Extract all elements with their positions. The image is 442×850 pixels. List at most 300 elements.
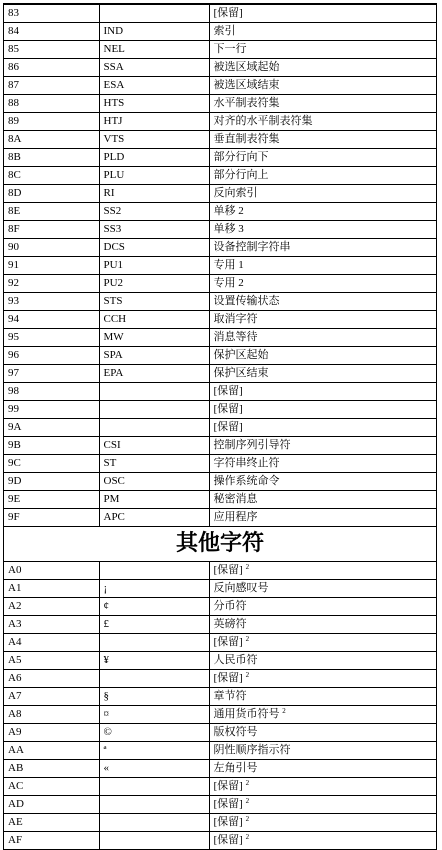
abbr-text: RI [103,187,115,199]
desc-text: 下一行 [213,43,247,55]
desc-cell [209,131,436,149]
code-text: AD [8,798,24,810]
table-row [4,401,436,419]
desc-text: [保留] [213,564,243,576]
desc-cell [209,634,436,652]
desc-cell [209,347,436,365]
desc-text: 版权符号 [213,726,258,738]
abbr-text: SPA [103,349,123,361]
code-cell [4,275,99,293]
abbr-text: IND [103,25,124,37]
code-cell [4,724,99,742]
desc-cell [209,437,436,455]
code-cell [4,95,99,113]
table-row [4,814,436,832]
desc-cell [209,580,436,598]
code-cell [4,455,99,473]
code-cell [4,347,99,365]
footnote-marker: 2 [245,563,250,571]
abbr-text: £ [103,618,109,630]
desc-cell [209,598,436,616]
code-cell [4,580,99,598]
table-row [4,239,436,257]
code-text: 8C [8,169,21,181]
desc-cell [209,113,436,131]
desc-text: 水平制表符集 [213,97,280,109]
desc-text: 对齐的水平制表符集 [213,115,313,127]
table-row [4,203,436,221]
code-text: 90 [8,241,19,253]
desc-cell [209,724,436,742]
code-cell [4,257,99,275]
abbr-cell [99,275,209,293]
code-text: A2 [8,600,22,612]
code-text: 8B [8,151,21,163]
code-cell [4,688,99,706]
code-cell [4,293,99,311]
code-cell [4,5,99,23]
desc-text: [保留] [213,7,243,19]
abbr-text: MW [103,331,124,343]
abbr-text: PU2 [103,277,124,289]
desc-cell [209,778,436,796]
desc-text: 保护区起始 [213,349,269,361]
abbr-cell [99,221,209,239]
abbr-cell [99,365,209,383]
abbr-text: ª [103,744,107,756]
abbr-text: EPA [103,367,124,379]
code-text: 89 [8,115,19,127]
code-cell [4,401,99,419]
abbr-text: ¥ [103,654,109,666]
footnote-marker: 2 [245,815,250,823]
code-text: 91 [8,259,19,271]
desc-cell [209,221,436,239]
abbr-cell [99,311,209,329]
desc-text: 垂直制表符集 [213,133,280,145]
code-text: 94 [8,313,19,325]
desc-text: 单移 2 [213,205,244,217]
table-row [4,437,436,455]
abbr-cell [99,473,209,491]
code-text: AC [8,780,24,792]
code-cell [4,365,99,383]
desc-cell [209,742,436,760]
abbr-cell [99,580,209,598]
abbr-text: SS3 [103,223,122,235]
abbr-cell [99,167,209,185]
desc-text: 英磅符 [213,618,247,630]
code-cell [4,311,99,329]
code-cell [4,221,99,239]
abbr-text: CCH [103,313,127,325]
abbr-cell [99,329,209,347]
code-cell [4,670,99,688]
code-text: 95 [8,331,19,343]
desc-text: 应用程序 [213,511,258,523]
code-text: 92 [8,277,19,289]
desc-cell [209,257,436,275]
abbr-text: SSA [103,61,124,73]
code-cell [4,437,99,455]
abbr-cell [99,760,209,778]
code-text: 8F [8,223,20,235]
code-cell [4,185,99,203]
abbr-text: PLD [103,151,125,163]
desc-cell [209,419,436,437]
code-text: 8E [8,205,21,217]
table-row [4,455,436,473]
desc-cell [209,509,436,527]
code-text: 87 [8,79,19,91]
code-text: 9E [8,493,21,505]
abbr-cell [99,437,209,455]
code-cell [4,742,99,760]
desc-text: 专用 1 [213,259,244,271]
table-row [4,23,436,41]
abbr-cell [99,814,209,832]
desc-text: [保留] [213,403,243,415]
abbr-cell [99,257,209,275]
abbr-text: ¤ [103,708,109,720]
desc-cell [209,652,436,670]
abbr-cell [99,149,209,167]
code-text: 8D [8,187,22,199]
code-cell [4,598,99,616]
table-row [4,59,436,77]
code-text: AE [8,816,23,828]
abbr-text: ¡ [103,582,108,594]
other-chars-body [4,562,436,850]
abbr-text: STS [103,295,123,307]
desc-text: [保留] [213,780,243,792]
code-text: A6 [8,672,22,684]
desc-text: 部分行向下 [213,151,269,163]
desc-cell [209,77,436,95]
abbr-cell [99,419,209,437]
table-row [4,257,436,275]
code-cell [4,113,99,131]
desc-text: 索引 [213,25,236,37]
code-text: A9 [8,726,22,738]
table-row [4,473,436,491]
abbr-text: ESA [103,79,125,91]
desc-text: [保留] [213,816,243,828]
abbr-text: « [103,762,109,774]
desc-cell [209,275,436,293]
desc-text: 部分行向上 [213,169,269,181]
table-row [4,329,436,347]
desc-cell [209,491,436,509]
table-row [4,5,436,23]
desc-cell [209,455,436,473]
abbr-cell [99,401,209,419]
section-header-row [4,527,436,562]
desc-text: 被选区域结束 [213,79,280,91]
desc-cell [209,293,436,311]
desc-cell [209,185,436,203]
desc-cell [209,167,436,185]
table-row [4,670,436,688]
abbr-cell [99,652,209,670]
abbr-cell [99,724,209,742]
desc-cell [209,383,436,401]
desc-text: [保留] [213,672,243,684]
table-row [4,131,436,149]
desc-text: 左角引号 [213,762,258,774]
desc-cell [209,239,436,257]
abbr-text: CSI [103,439,121,451]
table-row [4,778,436,796]
code-text: 85 [8,43,19,55]
abbr-cell [99,347,209,365]
abbr-text: ST [103,457,117,469]
table-row [4,41,436,59]
code-text: 9D [8,475,22,487]
code-text: A8 [8,708,22,720]
code-text: 97 [8,367,19,379]
code-cell [4,77,99,95]
table-row [4,580,436,598]
abbr-text: HTJ [103,115,123,127]
abbr-cell [99,796,209,814]
code-text: A0 [8,564,22,576]
desc-cell [209,688,436,706]
table-row [4,95,436,113]
desc-cell [209,329,436,347]
section-title: 其他字符 [4,527,436,562]
code-table [4,4,436,850]
desc-cell [209,311,436,329]
code-text: AB [8,762,24,774]
footnote-marker: 2 [245,833,250,841]
table-row [4,185,436,203]
footnote-marker: 2 [245,635,250,643]
desc-cell [209,95,436,113]
code-cell [4,832,99,850]
table-row [4,293,436,311]
table-row [4,347,436,365]
table-row [4,634,436,652]
code-cell [4,149,99,167]
desc-cell [209,562,436,580]
code-text: AF [8,834,23,846]
code-text: A4 [8,636,22,648]
abbr-cell [99,95,209,113]
table-row [4,419,436,437]
code-cell [4,41,99,59]
code-text: A3 [8,618,22,630]
desc-cell [209,796,436,814]
code-text: 88 [8,97,19,109]
table-row [4,832,436,850]
table-row [4,149,436,167]
code-cell [4,562,99,580]
abbr-cell [99,634,209,652]
abbr-text: HTS [103,97,125,109]
table-row [4,113,436,131]
abbr-text: VTS [103,133,125,145]
code-text: AA [8,744,24,756]
abbr-cell [99,185,209,203]
desc-cell [209,203,436,221]
table-row [4,706,436,724]
code-cell [4,634,99,652]
abbr-cell [99,131,209,149]
code-text: A1 [8,582,22,594]
code-cell [4,239,99,257]
abbr-cell [99,742,209,760]
abbr-cell [99,670,209,688]
table-row [4,167,436,185]
footnote-marker: 2 [245,779,250,787]
control-chars-body [4,5,436,527]
abbr-cell [99,616,209,634]
abbr-text: NEL [103,43,125,55]
code-text: 84 [8,25,19,37]
code-text: A7 [8,690,22,702]
desc-text: [保留] [213,834,243,846]
abbr-cell [99,77,209,95]
code-text: A5 [8,654,22,666]
abbr-cell [99,778,209,796]
table-row [4,760,436,778]
table-row [4,616,436,634]
table-row [4,77,436,95]
code-text: 83 [8,7,19,19]
desc-text: 被选区域起始 [213,61,280,73]
code-text: 98 [8,385,19,397]
abbr-cell [99,293,209,311]
table-row [4,365,436,383]
desc-text: 字符串终止符 [213,457,280,469]
abbr-cell [99,509,209,527]
footnote-marker: 2 [245,671,250,679]
table-row [4,491,436,509]
table-row [4,311,436,329]
code-text: 9F [8,511,20,523]
footnote-marker: 2 [245,797,250,805]
code-cell [4,616,99,634]
desc-text: 通用货币符号 [213,708,280,720]
abbr-cell [99,203,209,221]
abbr-text: PM [103,493,120,505]
desc-text: 章节符 [213,690,247,702]
code-cell [4,131,99,149]
code-cell [4,383,99,401]
desc-cell [209,814,436,832]
abbr-text: SS2 [103,205,122,217]
code-cell [4,814,99,832]
table-row [4,275,436,293]
desc-cell [209,473,436,491]
desc-text: 阴性顺序指示符 [213,744,291,756]
table-row [4,652,436,670]
desc-cell [209,401,436,419]
table-row [4,742,436,760]
abbr-cell [99,59,209,77]
table-row [4,598,436,616]
table-row [4,383,436,401]
code-cell [4,778,99,796]
code-text: 9A [8,421,22,433]
code-cell [4,491,99,509]
desc-text: 人民币符 [213,654,258,666]
abbr-cell [99,5,209,23]
table-row [4,724,436,742]
desc-text: 单移 3 [213,223,244,235]
desc-text: 保护区结束 [213,367,269,379]
code-cell [4,706,99,724]
desc-cell [209,23,436,41]
desc-cell [209,832,436,850]
abbr-cell [99,239,209,257]
desc-text: [保留] [213,385,243,397]
table-row [4,509,436,527]
desc-cell [209,760,436,778]
code-cell [4,203,99,221]
desc-cell [209,670,436,688]
footnote-marker: 2 [282,707,286,715]
code-text: 9C [8,457,21,469]
abbr-cell [99,455,209,473]
desc-cell [209,41,436,59]
desc-cell [209,706,436,724]
abbr-cell [99,832,209,850]
code-cell [4,652,99,670]
code-cell [4,59,99,77]
desc-cell [209,149,436,167]
table-row [4,221,436,239]
code-cell [4,23,99,41]
desc-text: 分币符 [213,600,247,612]
abbr-cell [99,41,209,59]
desc-text: 设置传输状态 [213,295,280,307]
abbr-text: DCS [103,241,125,253]
desc-cell [209,59,436,77]
desc-text: 操作系统命令 [213,475,280,487]
abbr-text: § [103,690,109,702]
table-row [4,796,436,814]
desc-text: 秘密消息 [213,493,258,505]
code-cell [4,419,99,437]
code-text: 86 [8,61,19,73]
code-text: 9B [8,439,21,451]
desc-text: [保留] [213,636,243,648]
abbr-cell [99,113,209,131]
code-text: 93 [8,295,19,307]
abbr-text: APC [103,511,125,523]
character-code-table [3,3,437,850]
table-row [4,688,436,706]
abbr-cell [99,562,209,580]
code-cell [4,796,99,814]
desc-text: 设备控制字符串 [213,241,291,253]
code-cell [4,329,99,347]
desc-text: [保留] [213,798,243,810]
desc-text: 反向感叹号 [213,582,269,594]
abbr-text: PLU [103,169,125,181]
desc-text: 专用 2 [213,277,244,289]
abbr-text: ¢ [103,600,109,612]
desc-text: 消息等待 [213,331,258,343]
code-cell [4,509,99,527]
abbr-cell [99,491,209,509]
abbr-text: PU1 [103,259,124,271]
desc-text: 取消字符 [213,313,258,325]
desc-cell [209,5,436,23]
desc-cell [209,616,436,634]
